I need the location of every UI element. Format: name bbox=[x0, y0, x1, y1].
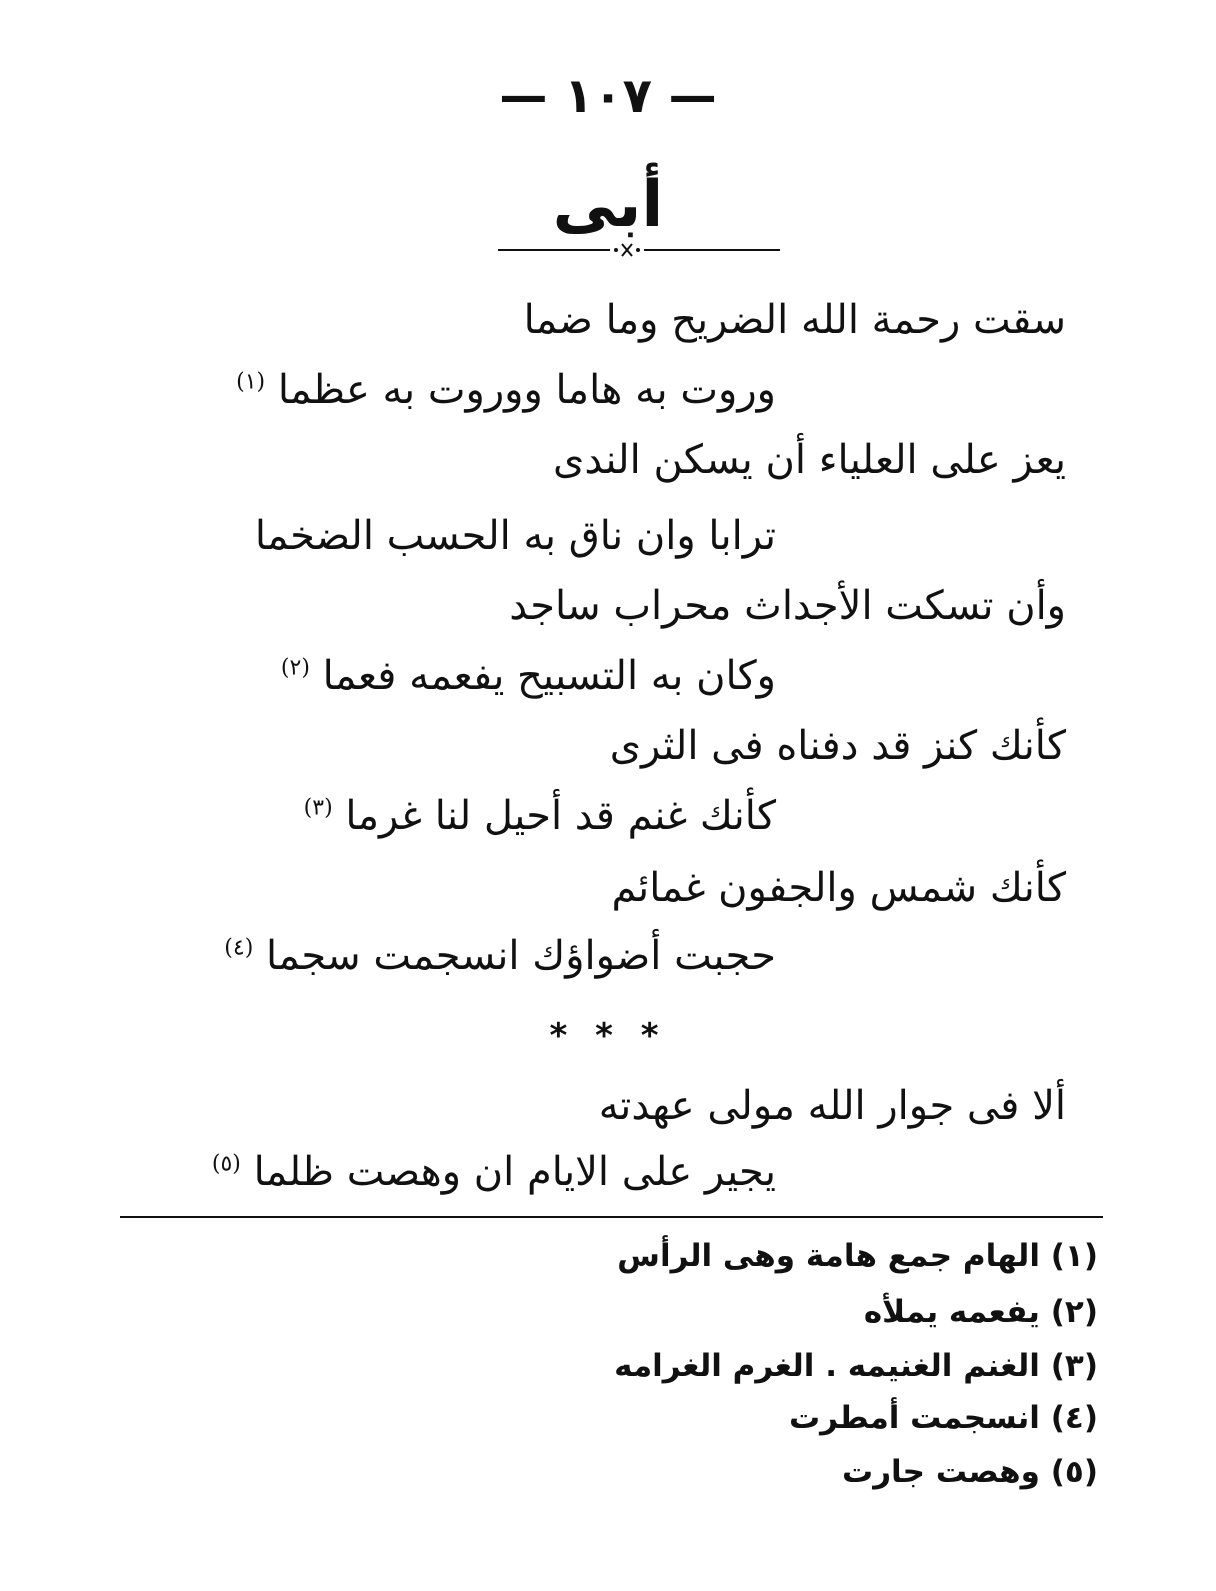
footnote-mark: (٢) bbox=[280, 655, 310, 681]
footnote-mark: (٥) bbox=[211, 1151, 241, 1177]
verse-text: يجير على الايام ان وهصت ظلما bbox=[253, 1149, 776, 1195]
verse-line-2 bbox=[236, 366, 776, 414]
verse-text: كأنك شمس والجفون غمائم bbox=[611, 865, 1066, 911]
verse-line-12 bbox=[212, 1148, 776, 1196]
verse-line-1 bbox=[524, 296, 1066, 344]
verse-text: وأن تسكت الأجداث محراب ساجد bbox=[509, 583, 1066, 629]
verse-line-3 bbox=[553, 436, 1066, 484]
verse-line-10 bbox=[224, 932, 776, 980]
verse-line-7 bbox=[610, 722, 1066, 770]
footnote-5: (٥) وهصت جارت bbox=[842, 1454, 1098, 1490]
verse-text: حجبت أضواؤك انسجمت سجما bbox=[266, 933, 776, 979]
poem-title: أبى bbox=[552, 168, 664, 242]
footnote-4: (٤) انسجمت أمطرت bbox=[788, 1400, 1098, 1436]
footnote-2: (٢) يفعمه يملأه bbox=[863, 1294, 1098, 1330]
section-separator: * * * bbox=[549, 1016, 667, 1056]
verse-text: وروت به هاما ووروت به عظما bbox=[277, 367, 776, 413]
verse-line-8 bbox=[304, 792, 776, 840]
verse-line-9 bbox=[611, 864, 1066, 912]
verse-text: كأنك غنم قد أحيل لنا غرما bbox=[345, 793, 776, 839]
verse-text: ترابا وان ناق به الحسب الضخما bbox=[254, 513, 776, 559]
verse-line-6 bbox=[281, 652, 776, 700]
verse-line-11 bbox=[599, 1082, 1066, 1130]
footnote-3: (٣) الغنم الغنيمه . الغرم الغرامه bbox=[614, 1348, 1098, 1384]
page-number: — ١٠٧ — bbox=[499, 68, 717, 124]
verse-text: ألا فى جوار الله مولى عهدته bbox=[598, 1083, 1066, 1129]
verse-text: يعز على العلياء أن يسكن الندى bbox=[553, 437, 1066, 483]
verse-line-5 bbox=[509, 582, 1066, 630]
verse-line-4 bbox=[255, 512, 776, 560]
title-ornament bbox=[498, 238, 780, 262]
footnote-mark: (٤) bbox=[224, 935, 254, 961]
footnote-mark: (١) bbox=[236, 369, 266, 395]
footnote-mark: (٣) bbox=[303, 795, 333, 821]
verse-text: كأنك كنز قد دفناه فى الثرى bbox=[609, 723, 1066, 769]
footnote-divider bbox=[120, 1216, 1103, 1218]
verse-text: سقت رحمة الله الضريح وما ضما bbox=[523, 297, 1066, 343]
verse-text: وكان به التسبيح يفعمه فعما bbox=[322, 653, 776, 699]
footnote-1: (١) الهام جمع هامة وهى الرأس bbox=[617, 1238, 1098, 1274]
